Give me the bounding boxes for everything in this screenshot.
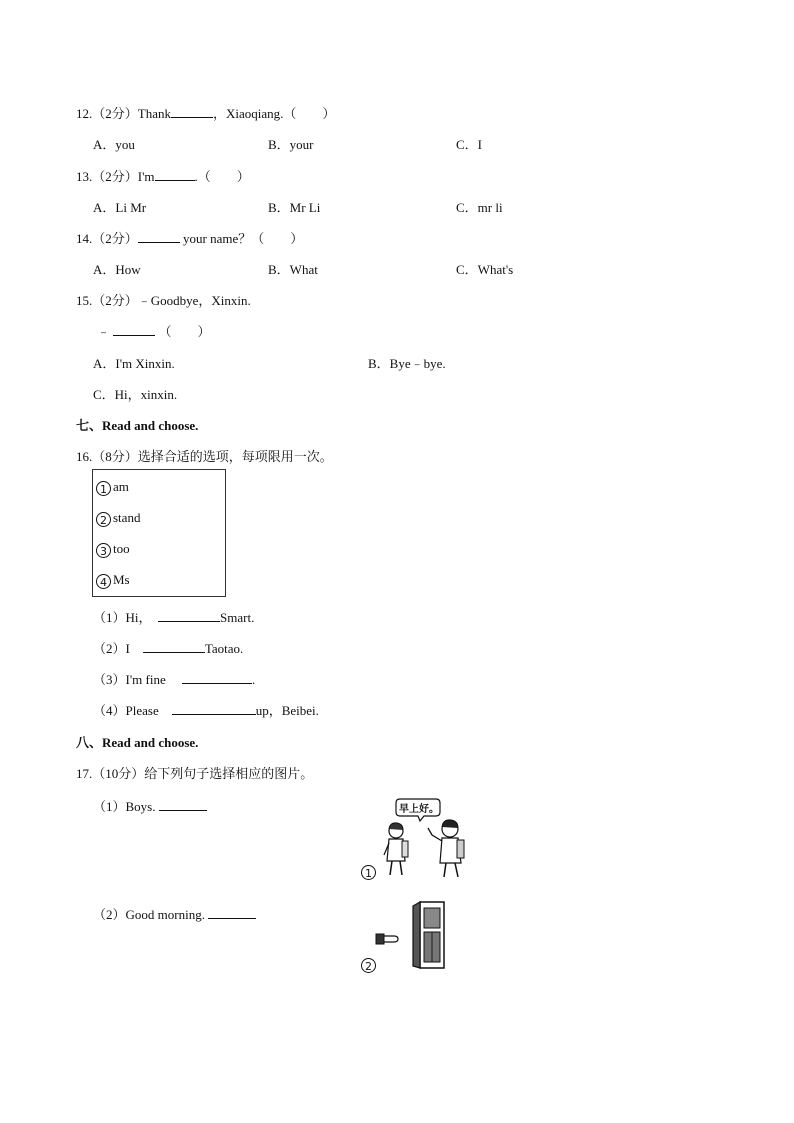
q14-option-c[interactable]: C．What's	[456, 262, 514, 277]
q12-option-c[interactable]: C．I	[456, 137, 483, 152]
section-7-title: 七、Read and choose.	[76, 418, 199, 433]
word-option-1: 1 am	[96, 479, 129, 496]
circled-number-3: 3	[96, 543, 111, 558]
word-option-3: 3 too	[96, 541, 130, 558]
q12-blank[interactable]	[171, 106, 213, 118]
speech-bubble-text: 早上好。	[399, 804, 439, 815]
q13-option-c[interactable]: C．mr li	[456, 200, 503, 215]
picture-2-number: 2	[361, 958, 376, 973]
q15-option-a[interactable]: A．I'm Xinxin.	[93, 356, 175, 371]
q13-blank[interactable]	[155, 169, 195, 181]
picture-2-door[interactable]	[358, 898, 458, 976]
q16-sentence-2: （2）I Taotao.	[93, 641, 244, 656]
q17-blank-2[interactable]	[208, 907, 256, 919]
word-option-2: 2 stand	[96, 510, 140, 527]
q15-blank[interactable]	[113, 324, 155, 336]
q14-option-b[interactable]: B．What	[268, 262, 318, 277]
q16-blank-3[interactable]	[182, 672, 252, 684]
q14-blank[interactable]	[138, 231, 180, 243]
q16-sentence-1: （1）Hi， Smart.	[93, 610, 255, 625]
q17-sentence-2: （2）Good morning.	[93, 904, 256, 923]
circled-number-1: 1	[96, 481, 111, 496]
q13-option-a[interactable]: A．Li Mr	[93, 200, 147, 215]
q12-stem: 12.（2分）Thank ，Xiaoqiang.（ ）	[76, 106, 336, 121]
q14-stem: 14.（2分） your name？（ ）	[76, 231, 304, 246]
circled-number-2: 2	[96, 512, 111, 527]
q12-option-a[interactable]: A．you	[93, 137, 135, 152]
q16-word-box	[92, 469, 226, 597]
q12-option-b[interactable]: B．your	[268, 137, 314, 152]
q15-stem: 15.（2分）﹣Goodbye，Xinxin.	[76, 293, 251, 308]
q15-option-b[interactable]: B．Bye﹣bye.	[368, 356, 446, 371]
q15-option-c[interactable]: C．Hi，xinxin.	[93, 387, 178, 402]
q16-blank-4[interactable]	[172, 703, 256, 715]
picture-1-children-greeting[interactable]	[358, 795, 478, 885]
q16-blank-1[interactable]	[158, 610, 220, 622]
q17-blank-1[interactable]	[159, 799, 207, 811]
q14-option-a[interactable]: A．How	[93, 262, 141, 277]
circled-number-4: 4	[96, 574, 111, 589]
section-8-title: 八、Read and choose.	[76, 735, 199, 750]
picture-1-number: 1	[361, 865, 376, 880]
q16-blank-2[interactable]	[143, 641, 205, 653]
q13-stem: 13.（2分）I'm .（ ）	[76, 169, 250, 184]
q15-reply: ﹣ （ ）	[97, 324, 211, 339]
q17-sentence-1: （1）Boys.	[93, 796, 207, 815]
q17-stem: 17.（10分）给下列句子选择相应的图片。	[76, 766, 314, 781]
word-option-4: 4 Ms	[96, 572, 130, 589]
q16-stem: 16.（8分）选择合适的选项，每项限用一次。	[76, 449, 333, 464]
q16-sentence-3: （3）I'm fine .	[93, 672, 256, 687]
q16-sentence-4: （4）Please up，Beibei.	[93, 703, 319, 718]
q13-option-b[interactable]: B．Mr Li	[268, 200, 321, 215]
